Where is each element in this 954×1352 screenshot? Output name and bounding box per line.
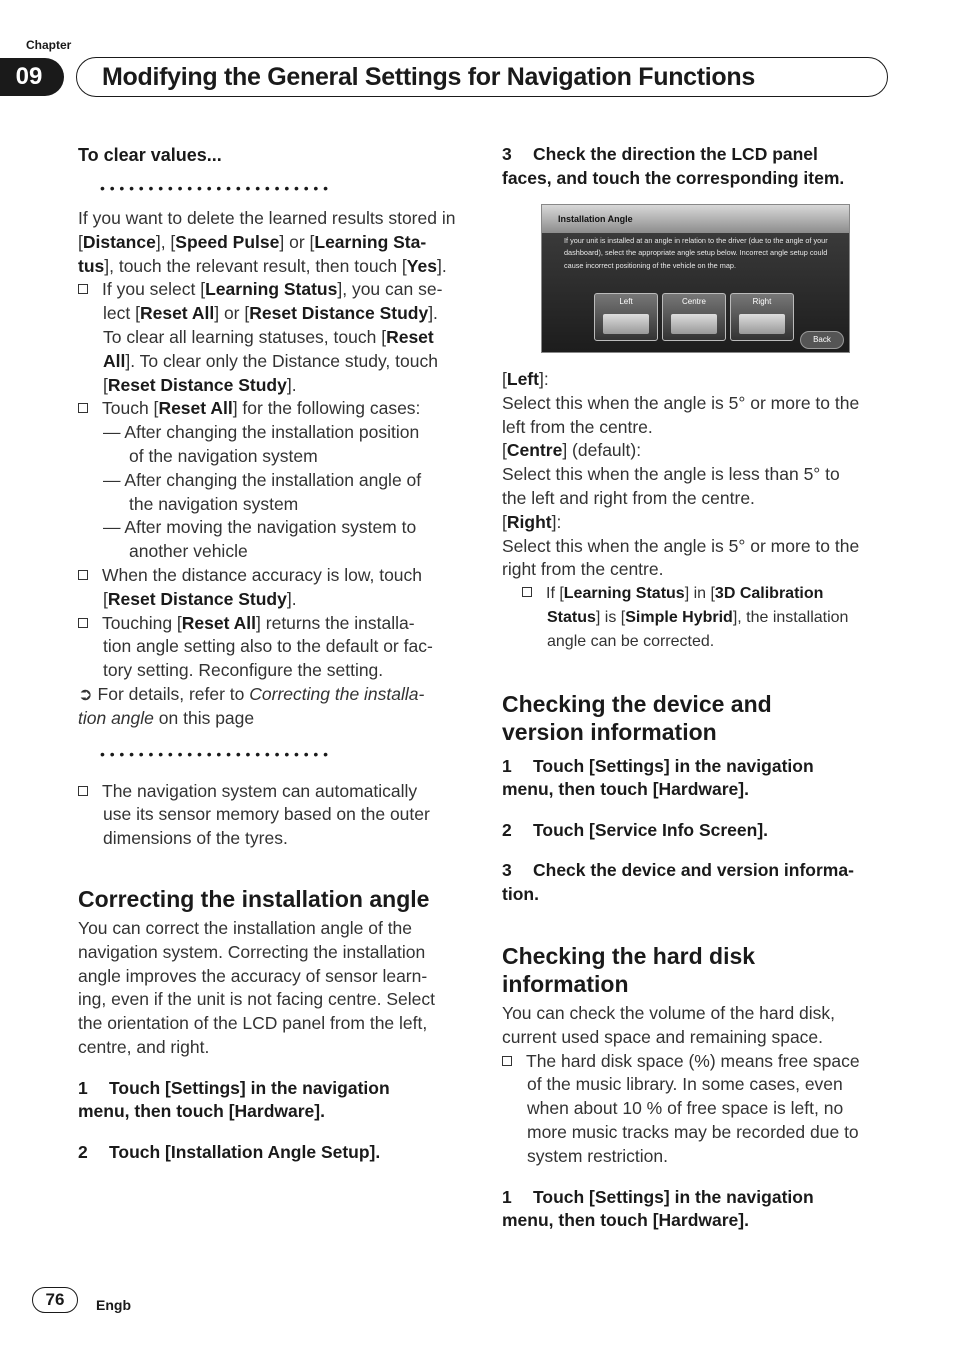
dash-item: — After changing the installation position of the navigation system <box>103 422 420 466</box>
device-section-heading: Checking the device and version information <box>502 690 772 745</box>
bullet-item: If you select [Learning Status], you can se- lect [Reset All] or [Reset Distance Study]. To clear all learning statuses, touch [Reset All]. To clear only the Distance study, touch [Reset Distance Study]. <box>78 278 466 397</box>
chapter-number: 09 <box>0 58 64 96</box>
right-button[interactable]: Right <box>730 293 794 341</box>
screen-header <box>542 205 849 233</box>
bullet-item: When the distance accuracy is low, touch [Reset Distance Study]. <box>78 564 466 612</box>
chapter-label: Chapter <box>26 38 72 52</box>
checkbox-bullet-icon <box>78 618 88 628</box>
reference-note: ➲ For details, refer to Correcting the installa- tion angle on this page <box>78 683 425 728</box>
clear-values-heading: To clear values... <box>78 145 222 165</box>
car-icon <box>603 314 649 334</box>
step-item: 1 Touch [Settings] in the navigation menu, then touch [Hardware]. <box>502 755 814 800</box>
centre-option: [Centre] (default): Select this when the angle is less than 5° to the left and right from the centre. <box>502 440 840 508</box>
step-item: 2 Touch [Service Info Screen]. <box>502 819 769 840</box>
page-title: Modifying the General Settings for Navigation Functions <box>102 63 755 91</box>
left-column <box>78 143 466 1164</box>
angle-section-heading: Correcting the installation angle <box>78 885 430 912</box>
right-column-lower <box>502 368 890 1233</box>
car-icon <box>739 314 785 334</box>
dash-item: — After moving the navigation system to another vehicle <box>103 517 417 562</box>
installation-angle-screenshot <box>541 204 850 353</box>
car-icon <box>671 314 717 334</box>
dash-item: — After changing the installation angle of the navigation system <box>103 469 422 514</box>
angle-paragraph: You can correct the installation angle of the navigation system. Correcting the installation angle improves the accuracy of sensor learn- ing, even if the unit is not facing centre. Select the orientation of the LCD panel from the left, centre, and right. <box>78 917 436 1057</box>
bullet-item: Touching [Reset All] returns the installa- tion angle setting also to the default or fac- tory setting. Reconfigure the setting. <box>78 612 466 683</box>
back-button[interactable]: Back <box>800 331 844 349</box>
checkbox-bullet-icon <box>502 1056 512 1066</box>
step-item: 2 Touch [Installation Angle Setup]. <box>78 1141 381 1162</box>
step-item: 1 Touch [Settings] in the navigation menu, then touch [Hardware]. <box>78 1077 390 1122</box>
language-code: Engb <box>96 1297 131 1313</box>
step-item: 3 Check the device and version informa- tion. <box>502 860 854 904</box>
hdd-section-heading: Checking the hard disk information <box>502 943 756 998</box>
bullet-item: The hard disk space (%) means free space of the music library. In some cases, even when about 10 % of free space is left, no more music tracks may be recorded due to system restriction. <box>502 1050 890 1169</box>
bullet-item: The navigation system can automatically use its sensor memory based on the outer dimensions of the tyres. <box>78 780 466 851</box>
step-item: 3 Check the direction the LCD panel faces, and touch the corresponding item. <box>502 144 845 188</box>
bullet-item: Touch [Reset All] for the following cases: <box>78 397 466 421</box>
right-column <box>502 143 890 190</box>
step-item: 1 Touch [Settings] in the navigation menu, then touch [Hardware]. <box>502 1186 814 1231</box>
checkbox-bullet-icon <box>78 284 88 294</box>
checkbox-bullet-icon <box>522 587 532 597</box>
checkbox-bullet-icon <box>78 403 88 413</box>
arrow-icon: ➲ <box>78 683 93 704</box>
checkbox-bullet-icon <box>78 570 88 580</box>
page-number: 76 <box>32 1287 78 1313</box>
left-button[interactable]: Left <box>594 293 658 341</box>
right-option: [Right]: Select this when the angle is 5° or more to the right from the centre. <box>502 511 860 580</box>
clear-paragraph: If you want to delete the learned results stored in [Distance], [Speed Pulse] or [Learning Sta- tus], touch the relevant result, then touch [Yes]. <box>78 208 456 276</box>
note-item: If [Learning Status] in [3D Calibration Status] is [Simple Hybrid], the installation angle can be corrected. <box>522 582 890 653</box>
left-option: [Left]: Select this when the angle is 5° or more to the left from the centre. <box>502 369 860 437</box>
dot-divider: •••••••••••••••••••••••• <box>100 180 333 196</box>
screen-message: If your unit is installed at an angle in relation to the driver (due to the angle of your dashboard), select the appropriate angle setup below. Incorrect angle setup could cause incorrect positioning of the vehicle on the map. <box>564 236 828 270</box>
checkbox-bullet-icon <box>78 786 88 796</box>
screen-title: Installation Angle <box>558 214 633 224</box>
hdd-paragraph: You can check the volume of the hard disk, current used space and remaining space. <box>502 1003 836 1047</box>
dot-divider: •••••••••••••••••••••••• <box>100 745 333 762</box>
centre-button[interactable]: Centre <box>662 293 726 341</box>
